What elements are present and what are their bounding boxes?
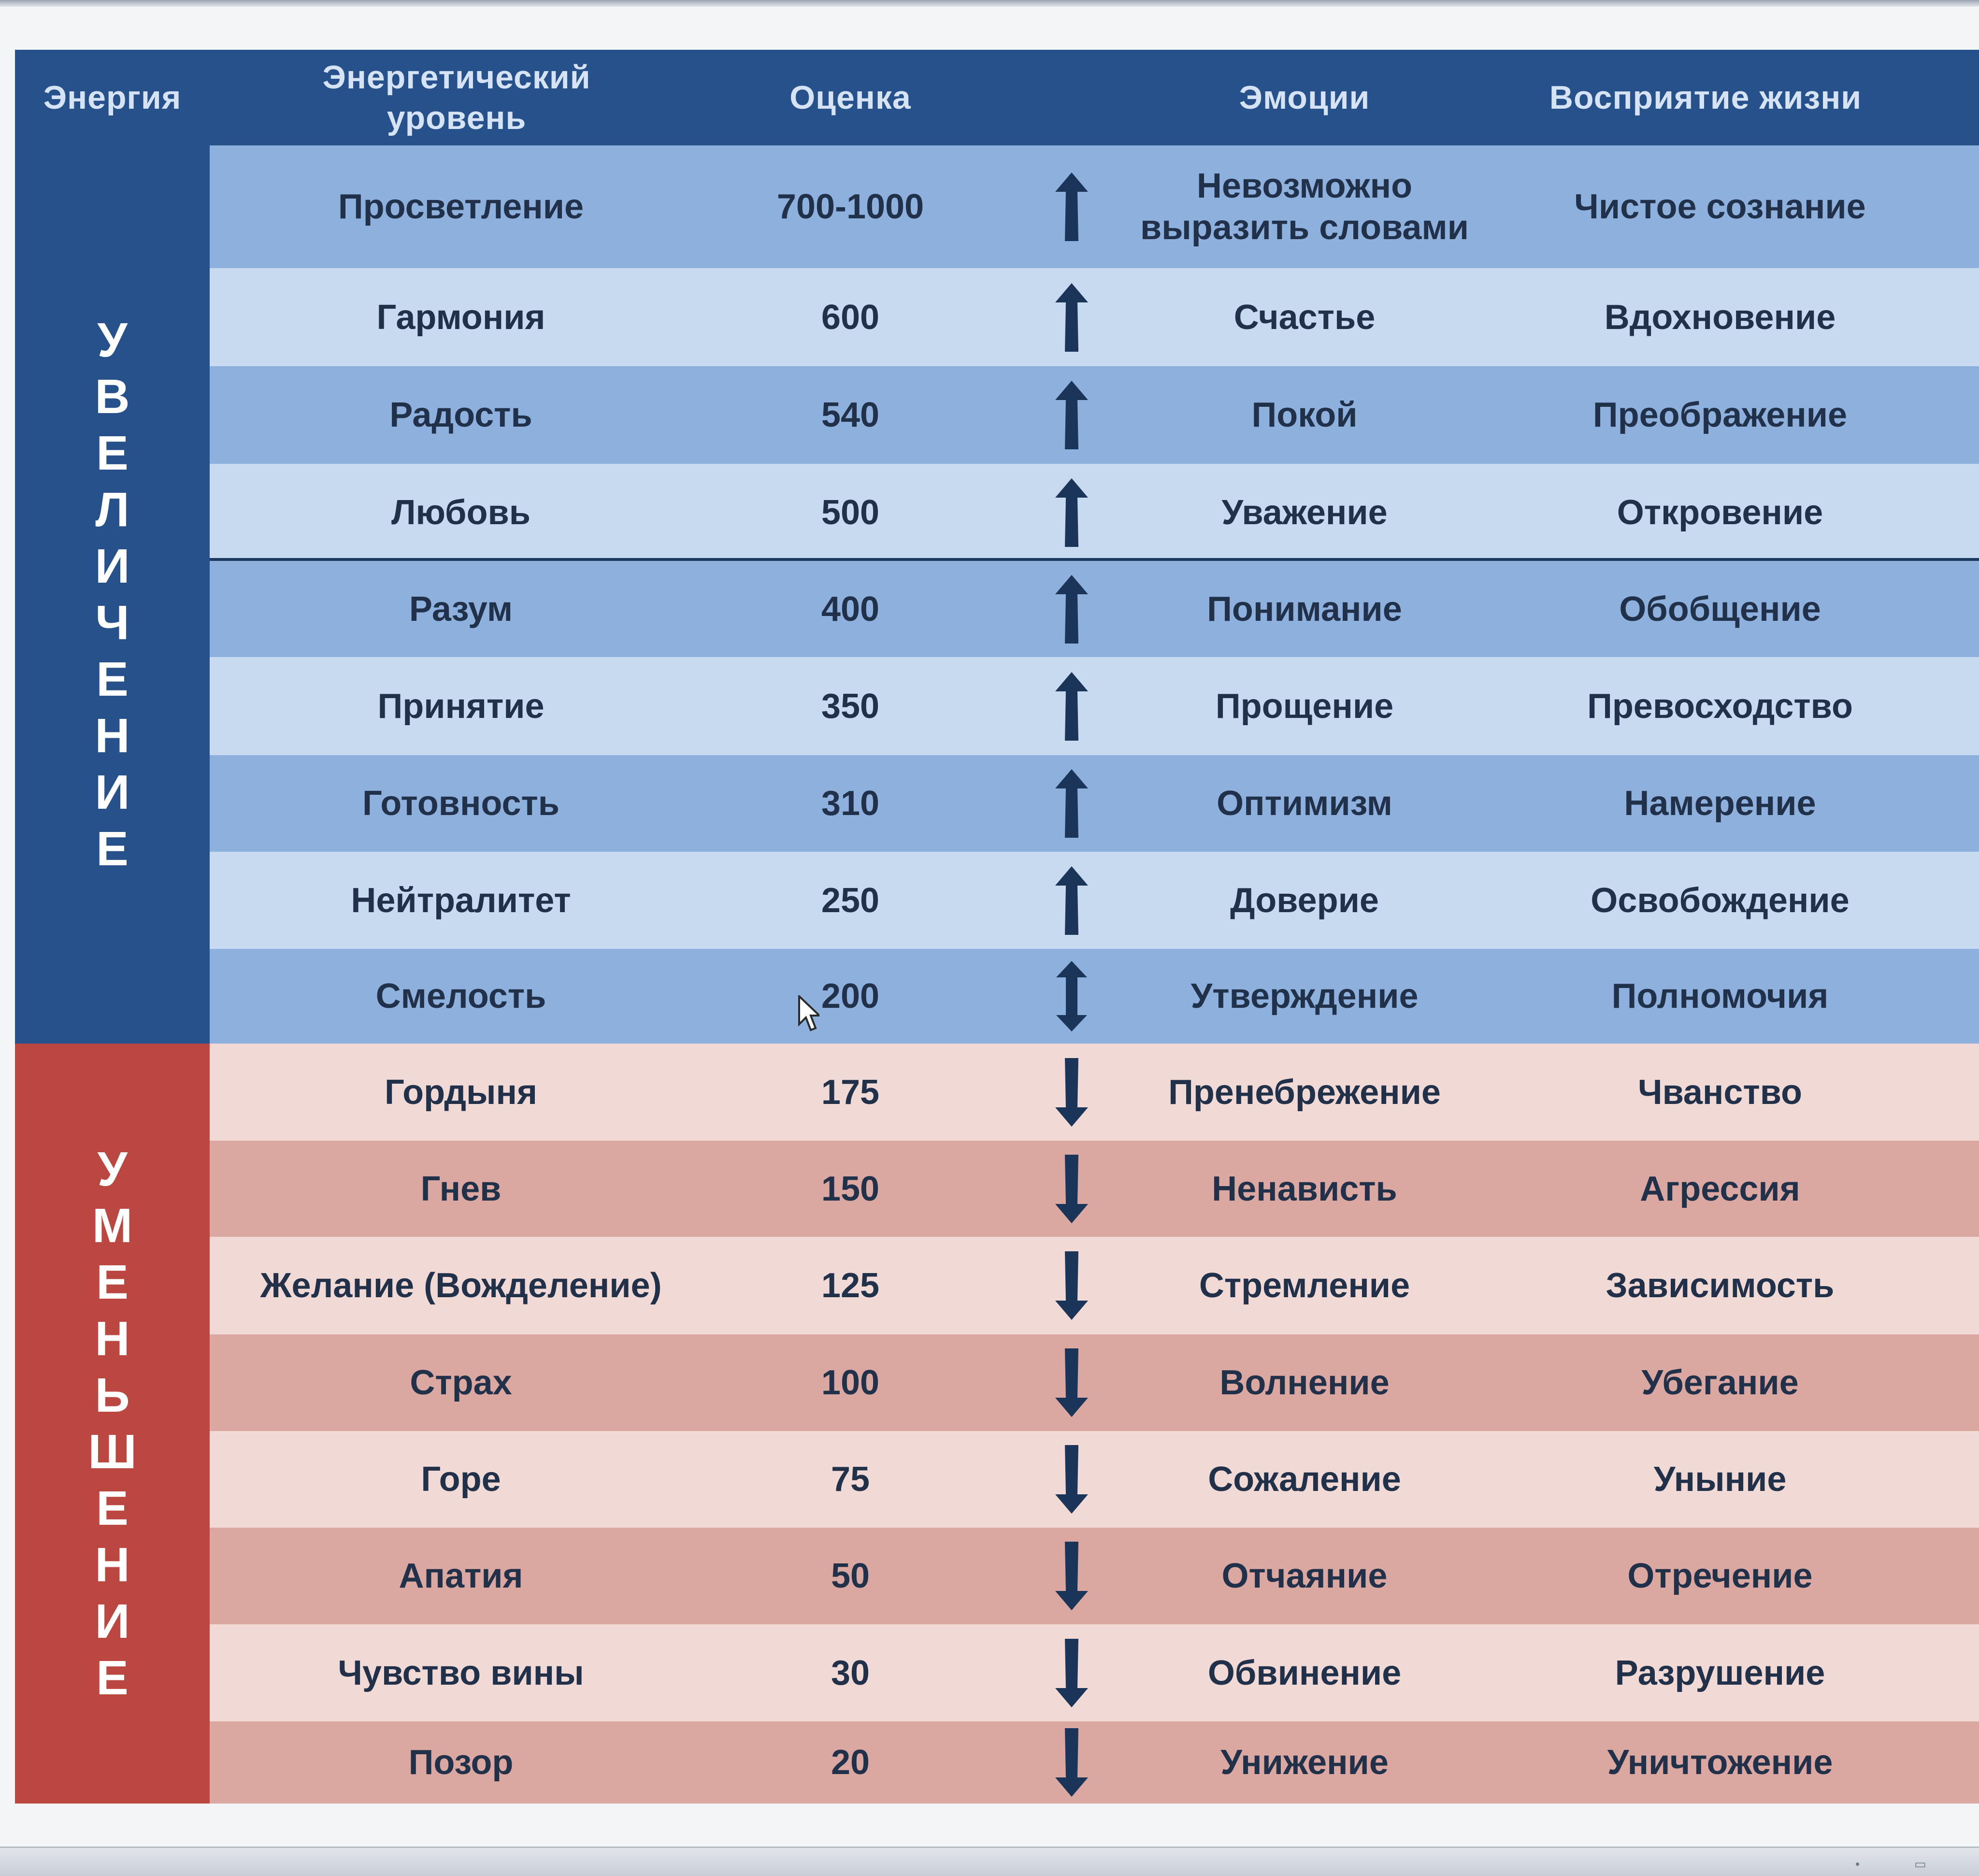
band-decrease-letter: И bbox=[95, 1594, 130, 1648]
table-row bbox=[210, 1334, 1979, 1431]
arrow-up-icon bbox=[1052, 561, 1091, 657]
table-row bbox=[210, 1528, 1979, 1624]
table-row bbox=[210, 1624, 1979, 1721]
header-score: Оценка bbox=[789, 79, 911, 116]
cell-perception: Чистое сознание bbox=[1574, 187, 1866, 226]
arrow-up-icon bbox=[1052, 366, 1091, 464]
arrow-up-icon bbox=[1052, 755, 1091, 852]
table-row bbox=[210, 561, 1979, 657]
cell-score: 400 bbox=[821, 589, 880, 629]
cell-level: Позор bbox=[408, 1743, 514, 1782]
arrow-down-icon bbox=[1052, 1237, 1091, 1334]
cell-emotion: Ненависть bbox=[1212, 1169, 1397, 1208]
table-row bbox=[210, 1721, 1979, 1804]
cell-perception: Убегание bbox=[1641, 1363, 1799, 1402]
cell-score: 250 bbox=[821, 881, 880, 920]
table-row bbox=[210, 657, 1979, 755]
band-increase-letter: Е bbox=[96, 652, 129, 706]
cell-level: Принятие bbox=[377, 687, 545, 726]
band-increase-letter: У bbox=[97, 313, 128, 367]
band-decrease-letter: Н bbox=[95, 1311, 130, 1366]
cell-perception: Агрессия bbox=[1640, 1169, 1800, 1208]
cell-emotion: Стремление bbox=[1199, 1266, 1410, 1305]
cell-emotion: Оптимизм bbox=[1217, 784, 1392, 823]
arrow-down-icon bbox=[1052, 1334, 1091, 1431]
arrow-up-icon bbox=[1052, 464, 1091, 561]
row-divider bbox=[210, 558, 1979, 561]
cell-score: 700-1000 bbox=[776, 187, 924, 226]
band-increase bbox=[15, 145, 210, 1044]
header-perception: Восприятие жизни bbox=[1549, 79, 1862, 116]
cell-level: Просветление bbox=[338, 187, 584, 226]
cell-level: Гнев bbox=[420, 1169, 502, 1208]
band-increase-letter: И bbox=[95, 539, 130, 593]
band-increase-letter: Н bbox=[95, 708, 130, 763]
band-increase-letter: Ч bbox=[95, 595, 129, 650]
cell-score: 175 bbox=[821, 1073, 880, 1112]
arrow-up-down-icon bbox=[1052, 949, 1091, 1044]
band-decrease-letter: Ь bbox=[95, 1368, 130, 1422]
cell-level: Радость bbox=[389, 396, 532, 434]
cell-score: 350 bbox=[821, 687, 880, 726]
cell-emotion: Прощение bbox=[1215, 687, 1394, 726]
arrow-up-icon bbox=[1052, 657, 1091, 755]
band-increase-letter: Л bbox=[95, 482, 129, 537]
header-emotions: Эмоции bbox=[1239, 79, 1370, 116]
arrow-down-icon bbox=[1052, 1141, 1091, 1237]
cell-emotion: Отчаяние bbox=[1221, 1557, 1388, 1595]
cell-score: 200 bbox=[821, 977, 880, 1016]
cell-level: Чувство вины bbox=[338, 1653, 584, 1692]
cell-score: 50 bbox=[831, 1557, 870, 1595]
cell-perception: Намерение bbox=[1624, 784, 1816, 823]
cell-emotion: Понимание bbox=[1207, 589, 1402, 629]
cell-level: Апатия bbox=[399, 1557, 523, 1595]
cell-score: 310 bbox=[821, 784, 880, 823]
cell-score: 30 bbox=[831, 1653, 870, 1692]
cell-perception: Освобождение bbox=[1591, 881, 1850, 920]
band-decrease-letter: Е bbox=[96, 1255, 129, 1309]
table-row bbox=[210, 755, 1979, 852]
status-display-icon[interactable]: ▭ bbox=[1914, 1857, 1926, 1871]
band-increase-letter: В bbox=[95, 369, 130, 424]
cell-emotion: Унижение bbox=[1220, 1743, 1389, 1782]
arrow-up-icon bbox=[1052, 852, 1091, 949]
header-level: Энергетический уровень bbox=[322, 59, 591, 136]
cell-perception: Превосходство bbox=[1587, 687, 1853, 726]
table-row bbox=[210, 1044, 1979, 1141]
arrow-down-icon bbox=[1052, 1431, 1091, 1528]
cell-score: 500 bbox=[821, 493, 880, 532]
cell-perception: Чванство bbox=[1637, 1073, 1803, 1112]
cell-emotion: Уважение bbox=[1221, 493, 1388, 532]
window-top-edge bbox=[0, 0, 1979, 7]
cell-emotion: Невозможно выразить словами bbox=[1140, 167, 1469, 247]
table-row bbox=[210, 949, 1979, 1044]
cell-level: Гармония bbox=[376, 298, 545, 337]
table-row bbox=[210, 852, 1979, 949]
cell-emotion: Сожаление bbox=[1208, 1460, 1401, 1499]
cell-perception: Уничтожение bbox=[1607, 1743, 1833, 1782]
cell-emotion: Пренебрежение bbox=[1168, 1073, 1441, 1112]
cell-emotion: Волнение bbox=[1219, 1363, 1390, 1402]
band-increase-letter: Е bbox=[96, 821, 129, 876]
table-row bbox=[210, 1237, 1979, 1334]
cell-emotion: Утверждение bbox=[1190, 977, 1419, 1016]
cell-level: Смелость bbox=[375, 977, 546, 1016]
cell-emotion: Обвинение bbox=[1207, 1653, 1402, 1692]
arrow-down-icon bbox=[1052, 1624, 1091, 1721]
header-energy: Энергия bbox=[43, 79, 182, 116]
cell-score: 100 bbox=[821, 1363, 880, 1402]
cell-score: 600 bbox=[821, 298, 880, 337]
table-row bbox=[210, 1431, 1979, 1528]
cell-perception: Уныние bbox=[1653, 1460, 1787, 1499]
cell-score: 150 bbox=[821, 1169, 880, 1208]
arrow-down-icon bbox=[1052, 1044, 1091, 1141]
band-decrease-letter: Е bbox=[96, 1481, 129, 1535]
cell-perception: Зависимость bbox=[1606, 1266, 1835, 1305]
cell-emotion: Счастье bbox=[1233, 298, 1376, 337]
cell-perception: Разрушение bbox=[1615, 1653, 1825, 1692]
arrow-down-icon bbox=[1052, 1721, 1091, 1804]
band-decrease-letter: Ш bbox=[88, 1424, 137, 1479]
status-dot-icon[interactable]: • bbox=[1855, 1857, 1860, 1871]
table-row bbox=[210, 366, 1979, 464]
table-row bbox=[210, 464, 1979, 561]
table-row bbox=[210, 1141, 1979, 1237]
cell-level: Готовность bbox=[362, 784, 560, 823]
cell-level: Нейтралитет bbox=[351, 881, 571, 920]
band-decrease bbox=[15, 1044, 210, 1804]
mouse-cursor-icon bbox=[798, 995, 819, 1034]
band-increase-letter: И bbox=[95, 765, 130, 819]
band-decrease-letter: Н bbox=[95, 1537, 130, 1592]
cell-perception: Полномочия bbox=[1611, 977, 1829, 1016]
cell-perception: Откровение bbox=[1617, 493, 1823, 532]
band-increase-letter: Е bbox=[96, 426, 129, 480]
cell-level: Страх bbox=[410, 1363, 512, 1402]
cell-score: 540 bbox=[821, 396, 880, 434]
cell-score: 75 bbox=[831, 1460, 870, 1499]
cell-level: Гордыня bbox=[384, 1073, 538, 1112]
table-row bbox=[210, 268, 1979, 366]
cell-emotion: Покой bbox=[1251, 396, 1358, 434]
band-decrease-letter: Е bbox=[96, 1650, 129, 1705]
cell-perception: Вдохновение bbox=[1604, 298, 1836, 337]
arrow-up-icon bbox=[1052, 268, 1091, 366]
cell-score: 125 bbox=[821, 1266, 880, 1305]
cell-score: 20 bbox=[831, 1743, 870, 1782]
cell-perception: Обобщение bbox=[1619, 589, 1821, 629]
cell-perception: Преображение bbox=[1592, 396, 1848, 434]
cell-level: Любовь bbox=[391, 493, 531, 532]
cell-level: Горе bbox=[421, 1460, 501, 1499]
arrow-up-icon bbox=[1052, 145, 1091, 268]
cell-level: Разум bbox=[409, 589, 513, 629]
arrow-down-icon bbox=[1052, 1528, 1091, 1624]
band-decrease-letter: М bbox=[92, 1198, 133, 1253]
window-bottom-bar bbox=[0, 1847, 1979, 1876]
cell-emotion: Доверие bbox=[1230, 881, 1379, 920]
cell-level: Желание (Вожделение) bbox=[260, 1266, 662, 1305]
band-decrease-letter: У bbox=[97, 1142, 128, 1196]
table-row bbox=[210, 145, 1979, 268]
cell-perception: Отречение bbox=[1627, 1557, 1813, 1595]
